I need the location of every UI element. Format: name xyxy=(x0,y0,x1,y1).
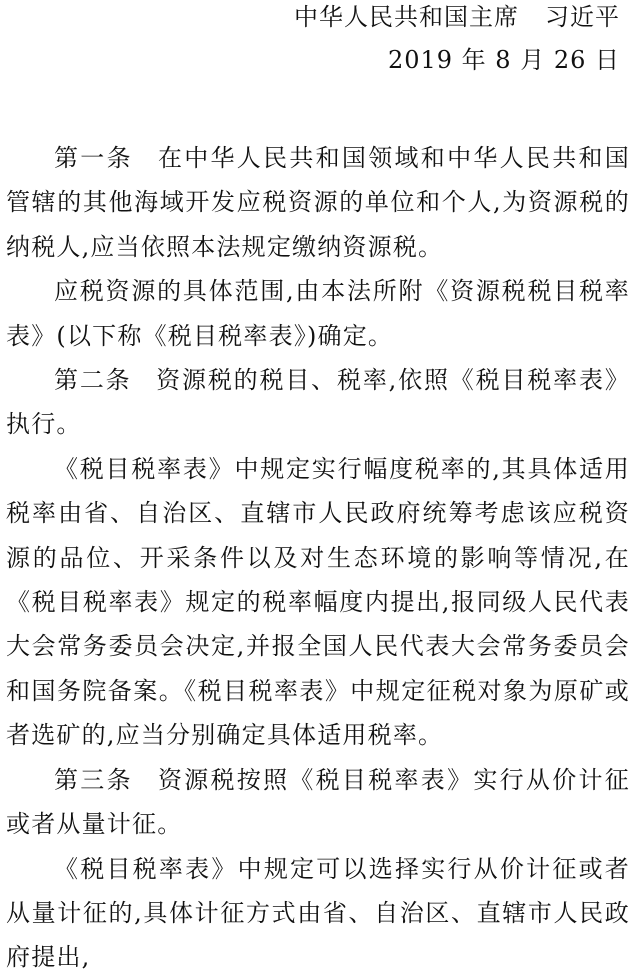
article-1-paragraph-2: 应税资源的具体范围,由本法所附《资源税税目税率表》(以下称《税目税率表》)确定。 xyxy=(6,277,630,350)
article-3-label: 第三条 xyxy=(54,765,133,794)
article-3-paragraph-2: 《税目税率表》中规定可以选择实行从价计征或者从量计征的,具体计征方式由省、自治区、直辖市人民政府提出, xyxy=(6,854,630,972)
article-1-label: 第一条 xyxy=(54,144,133,172)
article-2-text-1: 资源税的税目、税率,依照《税目税率表》执行。 xyxy=(6,366,630,439)
signature-line xyxy=(294,3,620,31)
signature-date: 2019 年 8 月 26 日 xyxy=(387,46,620,74)
article-2-label: 第二条 xyxy=(54,366,132,395)
article-1-text-1: 在中华人民共和国领域和中华人民共和国管辖的其他海域开发应税资源的单位和个人,为资源税的纳税人,应当依照本法规定缴纳资源税。 xyxy=(6,144,630,261)
signer-title: 中华人民共和国主席 xyxy=(294,3,519,31)
article-2-paragraph-1 xyxy=(6,358,630,447)
law-body xyxy=(6,136,630,980)
signer-name: 习近平 xyxy=(545,3,620,31)
article-3-paragraph-1 xyxy=(6,758,630,847)
article-1-paragraph-1 xyxy=(6,136,630,269)
article-2-paragraph-2: 《税目税率表》中规定实行幅度税率的,其具体适用税率由省、自治区、直辖市人民政府统筹考虑该应税资源的品位、开采条件以及对生态环境的影响等情况,在《税目税率表》规定的税率幅度内提出,报同级人民代表大会常务委员会决定,并报全国人民代表大会常务委员会和国务院备案。《税目税率表》中规定征税对象为原矿或者选矿的,应当分别确定具体适用税率。 xyxy=(6,454,630,750)
article-3-text-1: 资源税按照《税目税率表》实行从价计征或者从量计征。 xyxy=(6,765,630,839)
